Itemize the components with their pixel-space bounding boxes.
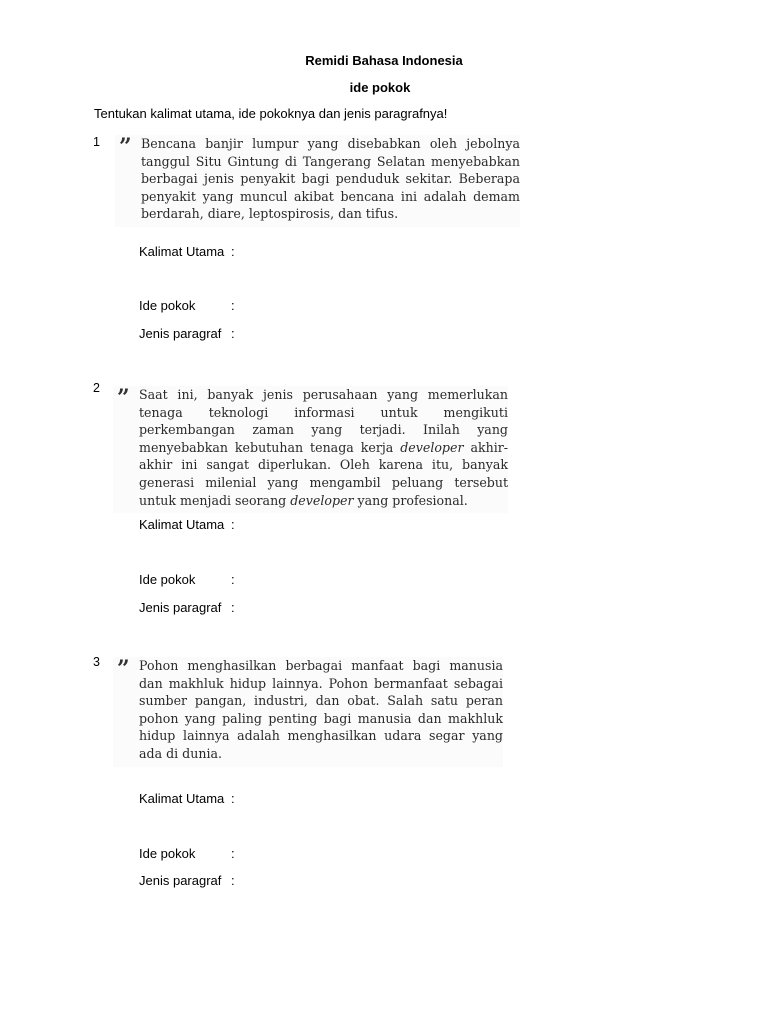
- field-label: Ide pokok: [139, 298, 196, 313]
- question-number: 2: [93, 381, 100, 395]
- jenis-paragraf-field: [139, 873, 235, 888]
- field-colon: :: [231, 244, 235, 259]
- kalimat-utama-field: [139, 517, 235, 532]
- field-label: Kalimat Utama: [139, 517, 225, 532]
- field-colon: :: [231, 873, 235, 888]
- passage-italic-term: developer: [290, 492, 354, 508]
- field-label: Jenis paragraf: [139, 600, 222, 615]
- passage-text: [139, 657, 503, 763]
- passage-text-part: Bencana banjir lumpur yang disebabkan oleh jebolnya tanggul Situ Gintung di Tangerang Selatan menyebabkan berbagai jenis penyakit bagi penduduk sekitar. Beberapa penyakit yang muncul akibat bencana ini adalah demam berdarah, diare, leptospirosis, dan tifus.: [141, 136, 520, 222]
- passage-text: [141, 135, 520, 223]
- passage-text: [139, 386, 508, 509]
- kalimat-utama-field: [139, 244, 235, 259]
- field-colon: :: [231, 600, 235, 615]
- quote-mark-icon: ”: [117, 385, 130, 411]
- document-subtitle-text: ide pokok: [349, 80, 411, 95]
- field-label: Kalimat Utama: [139, 791, 225, 806]
- passage-image: [115, 135, 520, 227]
- question-number: 1: [93, 135, 100, 149]
- instruction-text: Tentukan kalimat utama, ide pokoknya dan jenis paragrafnya!: [94, 106, 448, 121]
- document-title: Remidi Bahasa Indonesia: [305, 53, 463, 68]
- field-label: Ide pokok: [139, 846, 196, 861]
- passage-image: [113, 657, 503, 767]
- question-number: 3: [93, 655, 100, 669]
- passage-italic-term: developer: [400, 439, 464, 455]
- field-label: Ide pokok: [139, 572, 196, 587]
- field-colon: :: [231, 846, 235, 861]
- passage-image: [113, 386, 508, 513]
- field-label: Kalimat Utama: [139, 244, 225, 259]
- passage-text-part: akhir-akhir ini sangat diperlukan. Oleh karena itu, banyak generasi milenial yang mengambil peluang tersebut untuk menjadi seorang: [139, 439, 508, 508]
- jenis-paragraf-field: [139, 600, 235, 615]
- field-label: Jenis paragraf: [139, 326, 222, 341]
- quote-mark-icon: ”: [117, 656, 130, 682]
- field-colon: :: [231, 298, 235, 313]
- field-colon: :: [231, 326, 235, 341]
- field-colon: :: [231, 572, 235, 587]
- field-colon: :: [231, 517, 235, 532]
- ide-pokok-field: [139, 572, 235, 587]
- field-colon: :: [231, 791, 235, 806]
- jenis-paragraf-field: [139, 326, 235, 341]
- ide-pokok-field: [139, 846, 235, 861]
- quote-mark-icon: ”: [119, 134, 132, 160]
- document-subtitle: [0, 80, 768, 95]
- passage-text-part: yang profesional.: [353, 492, 468, 508]
- ide-pokok-field: [139, 298, 235, 313]
- field-label: Jenis paragraf: [139, 873, 222, 888]
- passage-text-part: Pohon menghasilkan berbagai manfaat bagi manusia dan makhluk hidup lainnya. Pohon bermanfaat sebagai sumber pangan, industri, dan obat. Salah satu peran pohon yang paling penting bagi manusia dan makhluk hidup lainnya adalah menghasilkan udara segar yang ada di dunia.: [139, 658, 503, 761]
- passage-text-part: Saat ini, banyak jenis perusahaan yang memerlukan tenaga teknologi informasi untuk mengikuti perkembangan zaman yang terjadi. Inilah yang menyebabkan kebutuhan tenaga kerja: [139, 387, 508, 455]
- kalimat-utama-field: [139, 791, 235, 806]
